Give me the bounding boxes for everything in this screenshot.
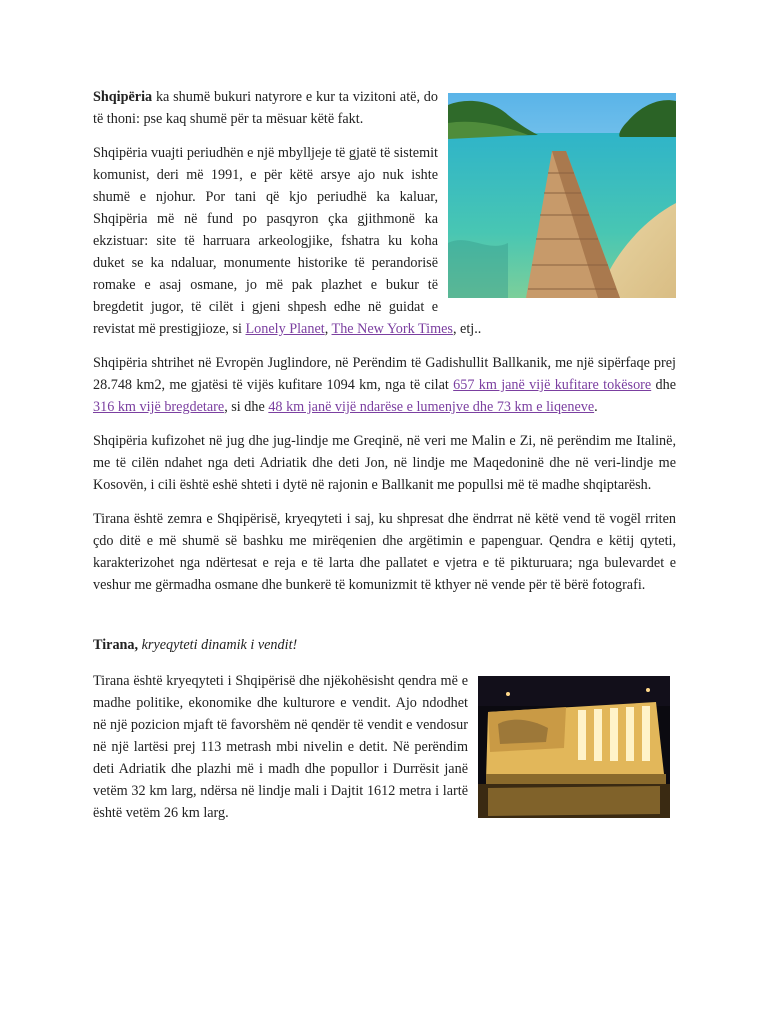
lonely-planet-link[interactable]: Lonely Planet bbox=[245, 321, 325, 337]
borders-paragraph: Shqipëria kufizohet në jug dhe jug-lindje me Greqinë, në veri me Malin e Zi, në perëndim me Italinë, me të cilën ndahet nga deti Adriatik dhe deti Jon, në lindje me Maqedoninë dhe në veri-lindje me Kosovën, i cili është eshë shteti i dytë në rajonin e Ballkanit me popullsi më të madhe shqiptarësh. bbox=[93, 433, 676, 493]
tirana-capital-paragraph: Tirana është kryeqyteti i Shqipërisë dhe njëkohësisht qendra më e madhe politike, ekonomike dhe kulturore e vendit. Ajo ndodhet në një pozicion mjaft të favorshëm në qendër të vendit e vendosur në një lartësi prej 113 metrash mbi nivelin e detit. Në perëndim deti Adriatik dhe plazhi më i madh dhe popullor i Durrësit janë vetëm 32 km larg, ndërsa në lindje mali i Dajtit 1612 metra i lartë është vetëm 26 km larg. bbox=[93, 673, 468, 821]
geography-text-c: , si dhe bbox=[224, 399, 269, 415]
tirana-night-building-photo bbox=[478, 676, 670, 818]
land-border-link[interactable]: 657 km janë vijë kufitare tokësore bbox=[453, 377, 652, 393]
geography-paragraph bbox=[93, 352, 676, 418]
tirana-title-italic: kryeqyteti dinamik i vendit! bbox=[138, 637, 298, 653]
history-sep: , bbox=[324, 321, 332, 337]
tirana-section-title bbox=[93, 634, 676, 656]
tirana-title-bold: Tirana, bbox=[93, 637, 139, 653]
intro-bold-word: Shqipëria bbox=[93, 89, 153, 105]
new-york-times-link[interactable]: The New York Times bbox=[331, 321, 453, 337]
section-spacer bbox=[93, 608, 676, 634]
history-text: Shqipëria vuajti periudhën e një mbylljeje të gjatë të sistemit komunist, deri më 1991, e për këtë arsye ajo nuk ishte shumë e njohur. Por tani që kjo periudhë ka kaluar, Shqipëria më në fund po pasqyron çka gjithmonë ka ekzistuar: site të harruara arkeologjike, fshatra ku koha duket se ka ndaluar, monumente historike të perandorisë romake e asaj osmane, jo më pak plazhet e bukur të bregdetit jugor, të cilët i gjeni shpesh edhe në guidat e revistat më prestigjioze, si bbox=[93, 145, 438, 337]
history-end: , etj.. bbox=[452, 321, 482, 337]
geography-text-a: Shqipëria shtrihet në Evropën Juglindore, në Perëndim të Gadishullit Ballkanik, me një sipërfaqe prej 28.748 km2, me gjatësi të vijës kufitare 1094 km, nga të cilat bbox=[93, 355, 676, 393]
intro-text: ka shumë bukuri natyrore e kur ta vizitoni atë, do të thoni: pse kaq shumë për ta mësuar këtë fakt. bbox=[93, 89, 438, 127]
beach-pier-photo bbox=[448, 93, 676, 298]
river-lake-border-link[interactable]: 48 km janë vijë ndarëse e lumenjve dhe 73 km e liqeneve bbox=[268, 399, 595, 415]
geography-text-b: dhe bbox=[651, 377, 676, 393]
geography-text-d: . bbox=[594, 399, 598, 415]
coastline-link[interactable]: 316 km vijë bregdetare bbox=[93, 399, 225, 415]
tirana-intro-paragraph: Tirana është zemra e Shqipërisë, kryeqyteti i saj, ku shpresat dhe ëndrrat në këtë vend të vogël rriten çdo ditë e më shumë së bashku me mirëqenien dhe argëtimin e papenguar. Qendra e këtij qyteti, karakterizohet nga ndërtesat e reja e të larta dhe pallatet e vjetra e të pikturuara; nga bulevardet e veshur me gërmadha osmane dhe bunkerë të komunizmit të kthyer në vende për të bërë fotografi. bbox=[93, 511, 676, 593]
document-body bbox=[93, 86, 676, 836]
